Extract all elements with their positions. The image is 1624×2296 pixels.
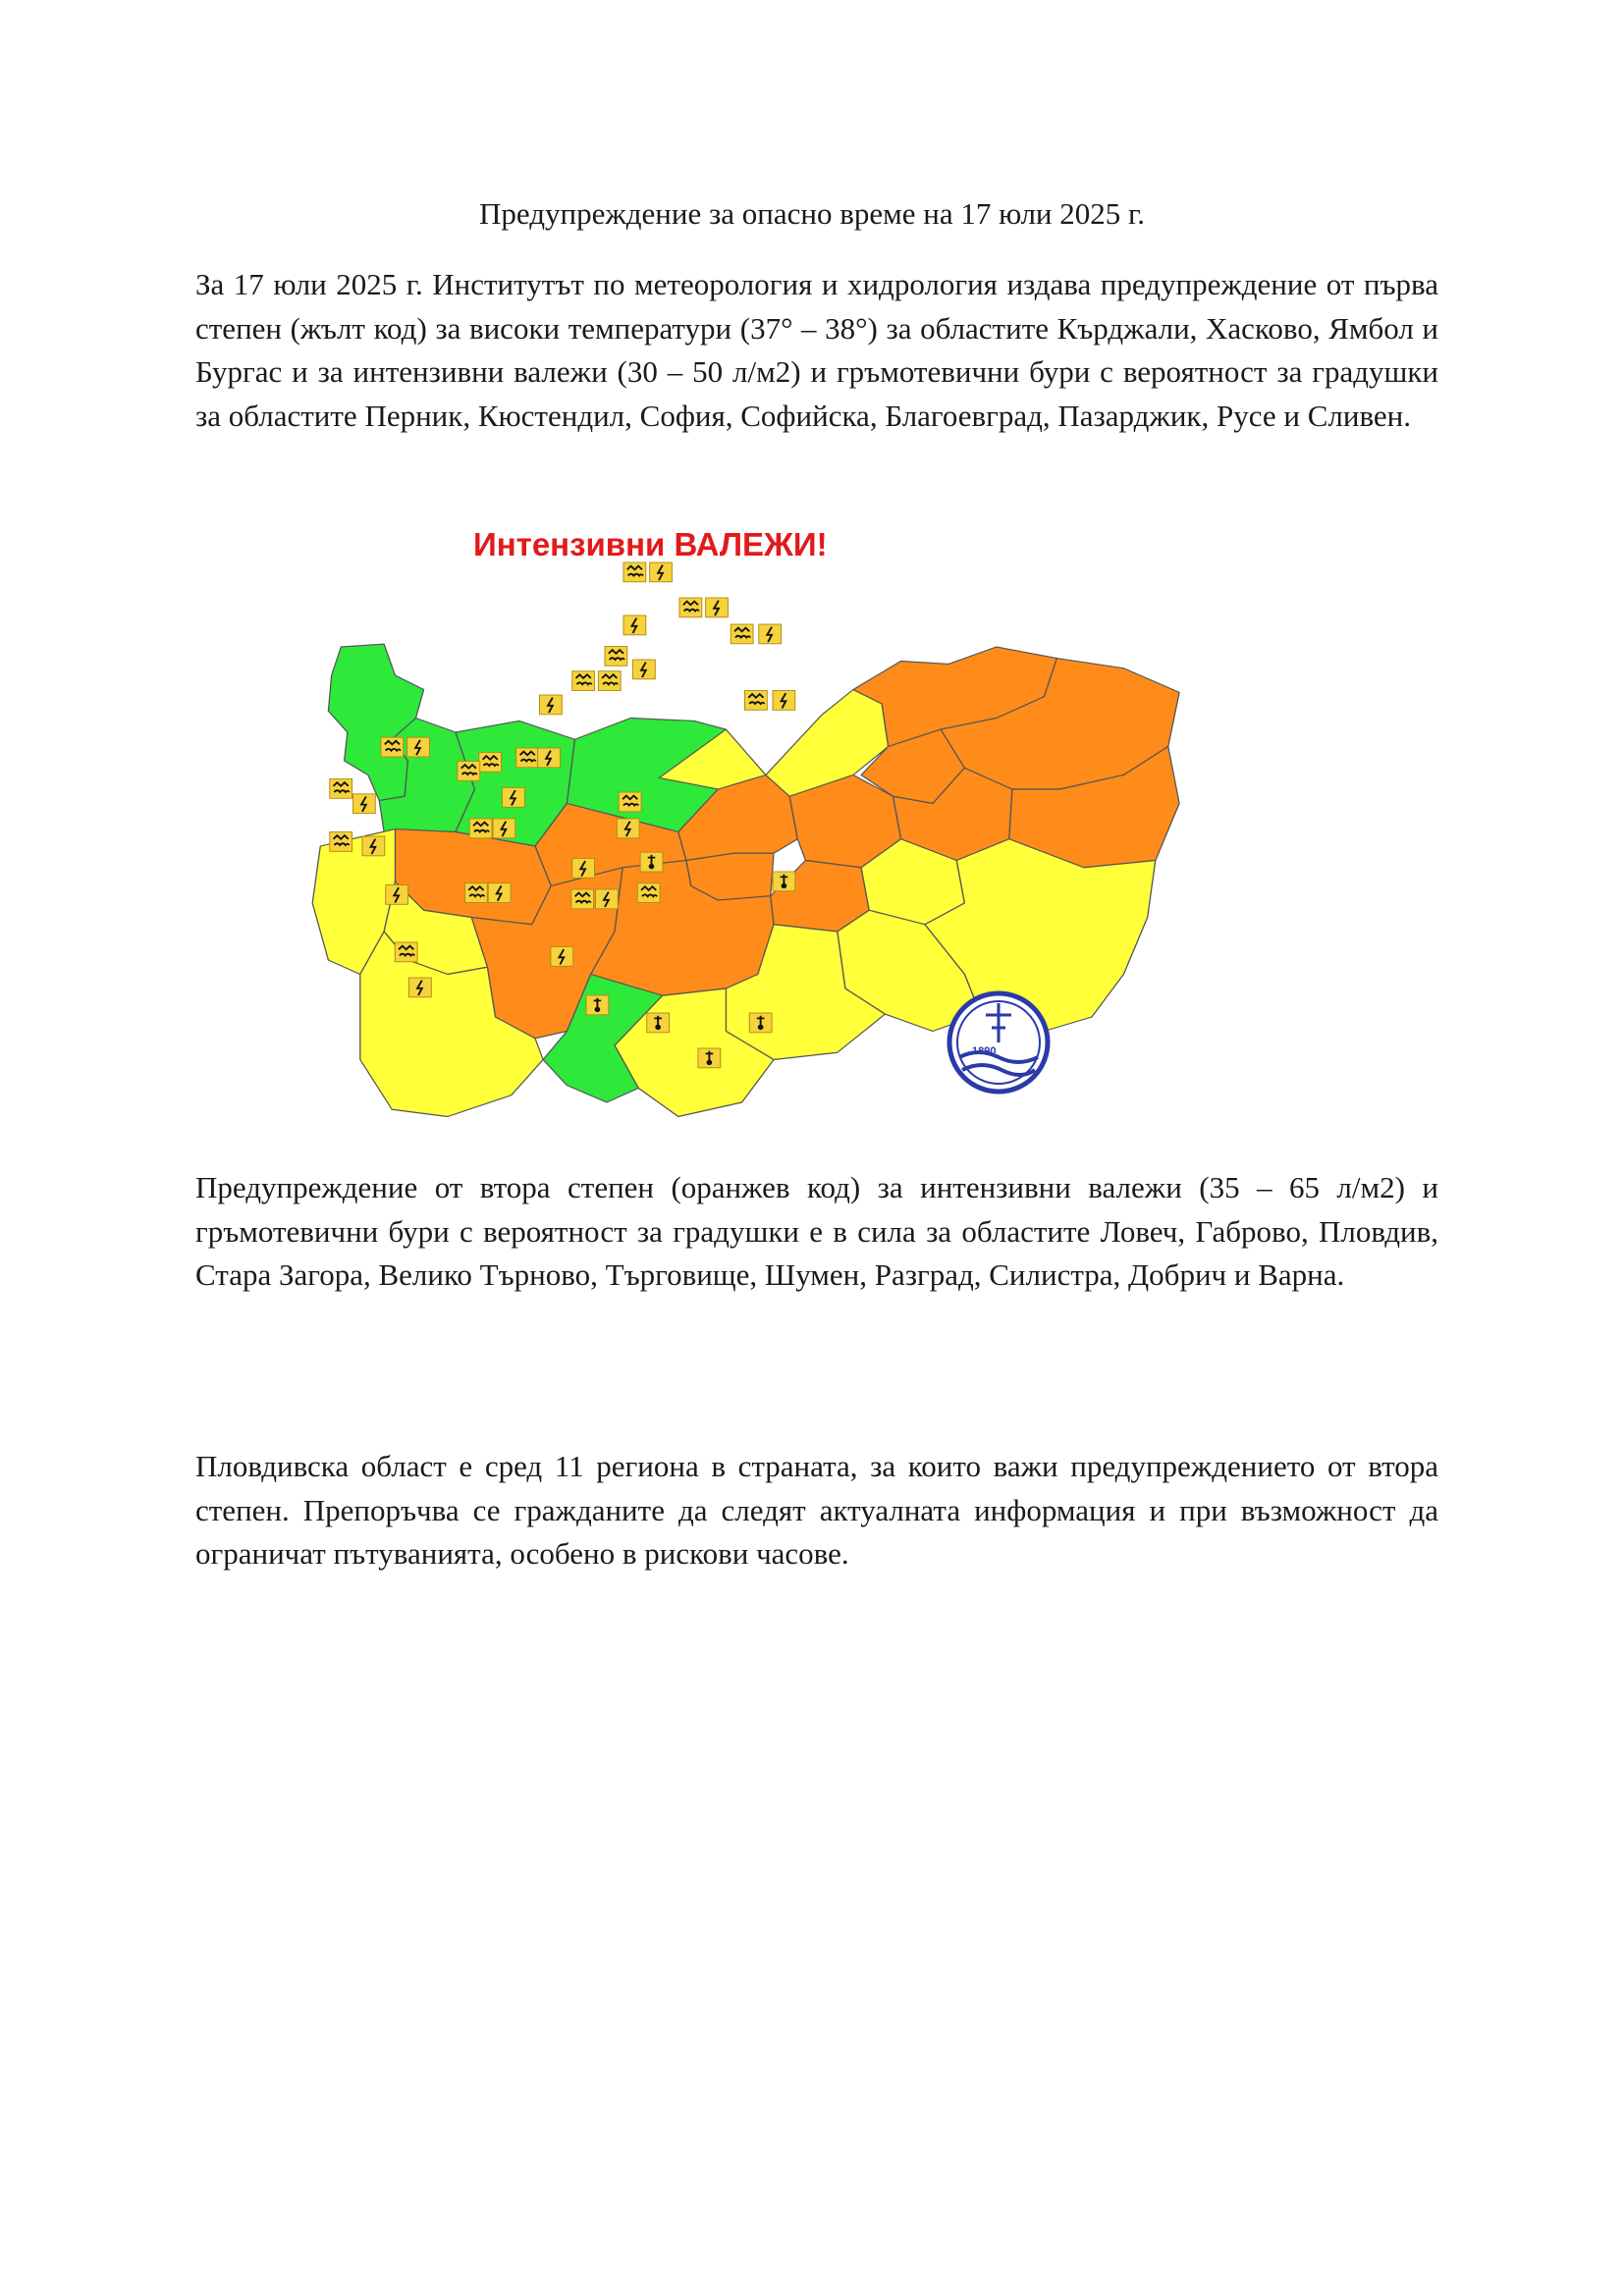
rain-icon xyxy=(330,832,352,852)
thermometer-icon xyxy=(773,872,795,891)
paragraph-second-degree: Предупреждение от втора степен (оранжев код) за интензивни валежи (35 – 65 л/м2) и гръмотевични бури с вероятност за градушки е в сила за областите Ловеч, Габрово, Пловдив, Стара Загора, Велико Търново, Търговище, Шумен, Разград, Силистра, Добрич и Варна. xyxy=(195,1170,1438,1292)
rain-icon xyxy=(479,753,502,773)
rain-icon xyxy=(516,748,539,768)
document-title: Предупреждение за опасно време на 17 юли 2025 г. xyxy=(479,196,1145,231)
rain-icon xyxy=(679,598,702,617)
thunderstorm-icon xyxy=(493,819,515,838)
rain-icon xyxy=(465,883,488,903)
rain-icon xyxy=(572,671,595,691)
thunderstorm-icon xyxy=(773,691,795,711)
rain-icon xyxy=(330,779,352,799)
thunderstorm-icon xyxy=(409,978,432,997)
rain-icon xyxy=(605,647,627,667)
rain-icon xyxy=(598,671,621,691)
rain-icon xyxy=(745,691,768,711)
thunderstorm-icon xyxy=(353,794,376,814)
rain-icon xyxy=(637,883,660,903)
thunderstorm-icon xyxy=(407,737,430,757)
thunderstorm-icon xyxy=(386,885,408,905)
thunderstorm-icon xyxy=(623,615,646,635)
thunderstorm-icon xyxy=(488,883,511,903)
thunderstorm-icon xyxy=(572,859,595,879)
bulgaria-warning-map xyxy=(306,512,1210,1121)
thunderstorm-icon xyxy=(617,819,639,838)
rain-icon xyxy=(731,624,753,644)
thermometer-icon xyxy=(586,995,609,1015)
rain-icon xyxy=(381,737,404,757)
rain-icon xyxy=(619,792,641,812)
rain-icon xyxy=(458,762,480,781)
warning-map xyxy=(306,512,1210,1121)
thunderstorm-icon xyxy=(538,748,561,768)
meteorology-logo xyxy=(949,993,1048,1092)
logo-year: 1890 xyxy=(972,1045,997,1057)
thermometer-icon xyxy=(698,1048,721,1068)
thunderstorm-icon xyxy=(633,660,656,679)
paragraph-plovdiv: Пловдивска област е сред 11 региона в страната, за които важи предупреждението от втора степен. Препоръчва се гражданите да следят актуалната информация и при възможност да ограничат пътуванията, особено в рискови часове. xyxy=(195,1449,1438,1571)
rain-icon xyxy=(571,889,594,909)
thunderstorm-icon xyxy=(650,562,673,582)
thermometer-icon xyxy=(749,1013,772,1033)
thermometer-icon xyxy=(647,1013,670,1033)
thunderstorm-icon xyxy=(362,836,385,856)
thunderstorm-icon xyxy=(596,889,619,909)
thermometer-icon xyxy=(640,852,663,872)
thunderstorm-icon xyxy=(540,695,563,715)
thunderstorm-icon xyxy=(759,624,782,644)
rain-icon xyxy=(395,942,417,962)
rain-icon xyxy=(623,562,646,582)
map-heading: Интензивни ВАЛЕЖИ! xyxy=(473,526,828,562)
thunderstorm-icon xyxy=(503,788,525,808)
rain-icon xyxy=(469,819,492,838)
paragraph-first-degree: За 17 юли 2025 г. Институтът по метеорология и хидрология издава предупреждение от първа степен (жълт код) за високи температури (37° – 38°) за областите Кърджали, Хасково, Ямбол и Бургас и за интензивни валежи (30 – 50 л/м2) и гръмотевични бури с вероятност за градушки за областите Перник, Кюстендил, София, Софийска, Благоевград, Пазарджик, Русе и Сливен. xyxy=(195,267,1438,433)
thunderstorm-icon xyxy=(706,598,729,617)
thunderstorm-icon xyxy=(551,947,573,967)
